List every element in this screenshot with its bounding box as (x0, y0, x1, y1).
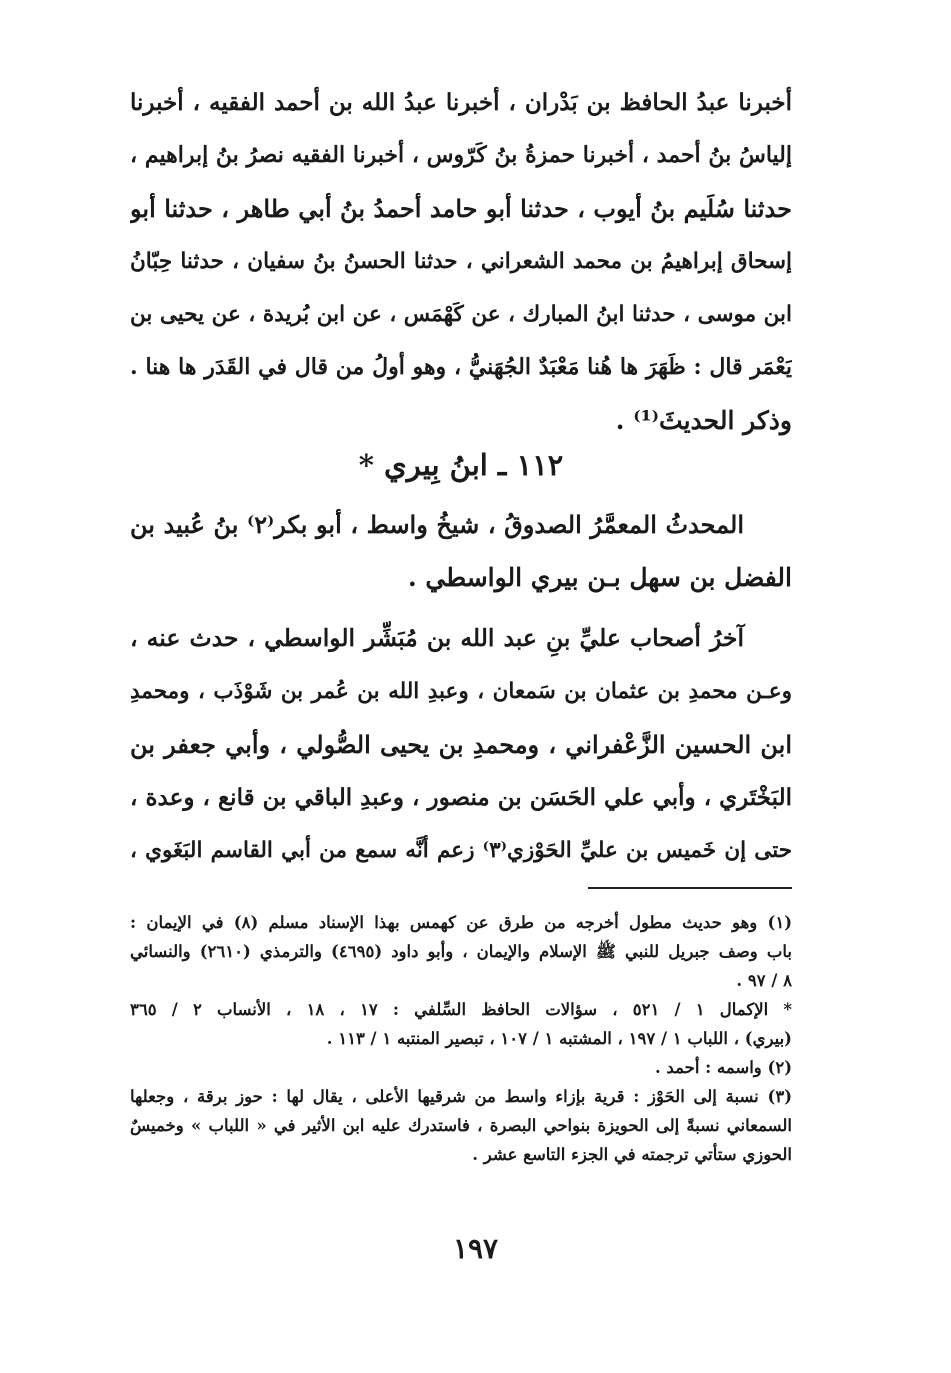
paragraph-biography-body (130, 612, 792, 877)
footnote-line: السمعاني نسبةً إلى الحويزة بنواحي البصرة ، فاستدرك عليه ابن الأثير في « اللباب » وخميسٌ (130, 1116, 792, 1135)
footnote-separator (588, 887, 792, 889)
text-line: حتى إن خَميس بن عليِّ الحَوْزي⁽٣⁾ زعم أنَّه سمع من أبي القاسم البَغَوي ، (130, 838, 792, 863)
text-line: يَعْمَر قال : ظَهَرَ ها هُنا مَعْبَدٌ الجُهَنيُّ ، وهو أولُ من قال في القَدَر ها هنا . (130, 354, 792, 380)
footnote-line: (١) وهو حديث مطول أخرجه من طرق عن كهمس بهذا الإسناد مسلم (٨) في الإيمان : (130, 913, 792, 932)
footnotes (130, 908, 792, 1169)
footnote-line: ٨ / ٩٧ . (736, 971, 792, 990)
text-line: إلياسُ بنُ أحمد ، أخبرنا حمزةُ بنُ كَرّوس ، أخبرنا الفقيه نصرُ بنُ إبراهيم ، (130, 142, 792, 168)
text-line: آخرُ أصحاب عليِّ بنِ عبد الله بن مُبَشِّر الواسطي ، حدث عنه ، (130, 624, 744, 652)
text-line: وعـن محمدِ بن عثمان بن سَمعان ، وعبدِ الله بن عُمر بن شَوْذَب ، ومحمدِ (130, 679, 792, 704)
footnote-line: (٢) واسمه : أحمد . (654, 1058, 792, 1077)
text-line: المحدثُ المعمَّرُ الصدوقُ ، شيخُ واسط ، أبو بكر⁽٢⁾ بنُ عُبيد بن (130, 510, 745, 539)
footnote-line: الحوزي ستأتي ترجمته في الجزء التاسع عشر . (472, 1145, 792, 1164)
text-line: البَخْتَري ، وأبي علي الحَسَن بن منصور ، وعبدِ الباقي بن قانع ، وعدة ، (130, 784, 792, 811)
text-line: أخبرنا عبدُ الحافظ بن بَدْران ، أخبرنا عبدُ الله بن أحمد الفقيه ، أخبرنا (130, 89, 792, 116)
text-line: حدثنا سُلَيم بنُ أيوب ، حدثنا أبو حامد أحمدُ بنُ أبي طاهر ، حدثنا أبو (130, 194, 792, 223)
paragraph-biography-intro (130, 498, 792, 604)
text-line: إسحاق إبراهيمُ بن محمد الشعراني ، حدثنا الحسنُ بنُ سفيان ، حدثنا حِبّانُ (130, 249, 792, 274)
section-heading: ١١٢ ـ ابنُ بِيري * (358, 448, 564, 482)
footnote-line: (٣) نسبة إلى الحَوْز : قرية بإزاء واسط من شرقيها الأعلى ، يقال لها : حوز برقة ، وجعلها (130, 1087, 792, 1106)
page-number: ١٩٧ (452, 1232, 499, 1265)
paragraph-hadith-chain (130, 76, 792, 447)
text-line: ابن الحسين الزَّعْفراني ، ومحمدِ بن يحيى الصُّولي ، وأبي جعفر بن (130, 730, 792, 759)
text-line: ابن موسى ، حدثنا ابنُ المبارك ، عن كَهْمَس ، عن ابن بُريدة ، عن يحيى بن (130, 302, 792, 327)
footnote-line: (بيري) ، اللباب ١ / ١٩٧ ، المشتبه ١ / ١٠٧ ، تبصير المنتبه ١ / ١١٣ . (326, 1029, 792, 1048)
text-line: الفضل بن سهل بـن بيري الواسطي . (407, 563, 792, 592)
text-line: وذكر الحديثَ⁽¹⁾ . (615, 406, 792, 435)
footnote-line: باب وصف جبريل للنبي ﷺ الإسلام والإيمان ، وأبو داود (٤٦٩٥) والترمذي (٢٦١٠) والنسائي (130, 942, 792, 961)
footnote-line: * الإكمال ١ / ٥٢١ ، سؤالات الحافظ السِّلفي : ١٧ ، ١٨ ، الأنساب ٢ / ٣٦٥ (130, 1000, 792, 1019)
